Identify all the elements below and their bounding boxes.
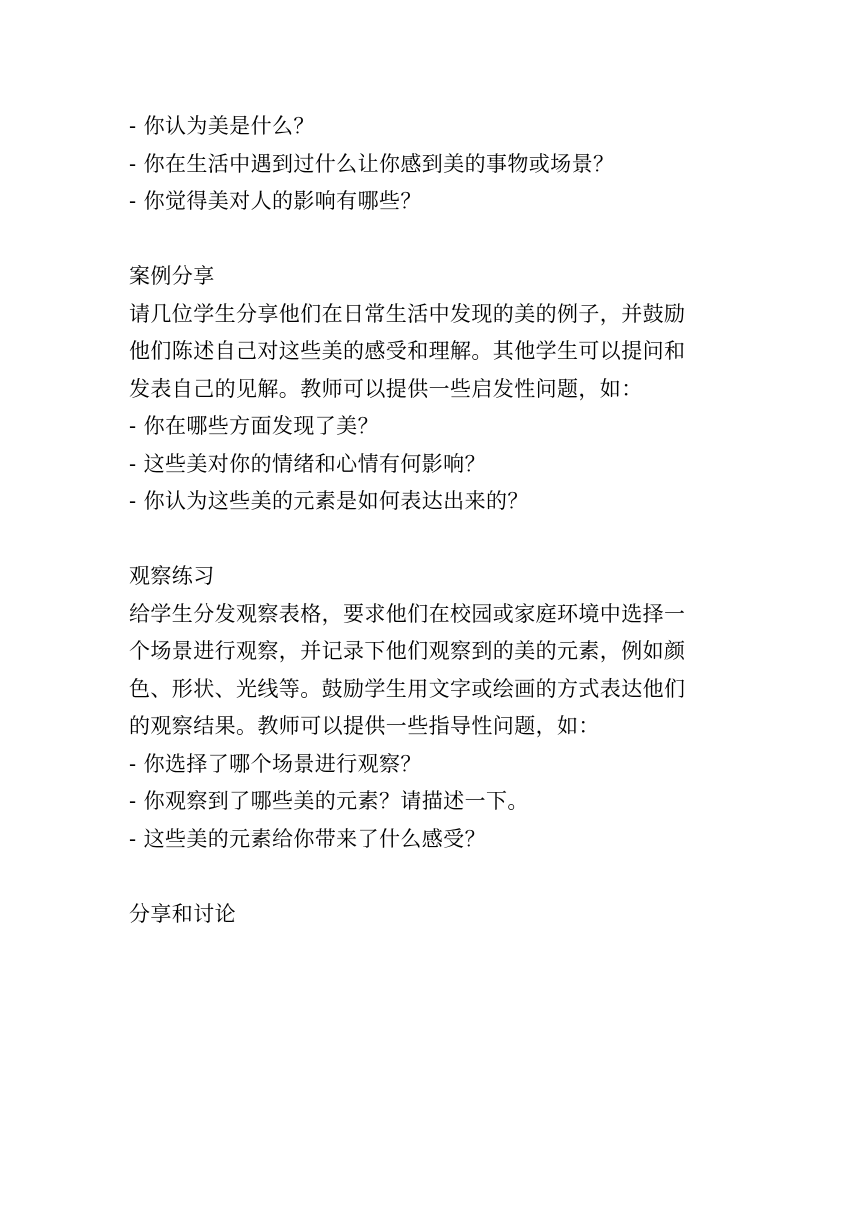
document-page — [129, 108, 739, 933]
intro-question-2: - 你在生活中遇到过什么让你感到美的事物或场景？ — [129, 151, 615, 176]
case-share-body-line-2: 他们陈述自己对这些美的感受和理解。其他学生可以提问和 — [129, 339, 686, 363]
case-share-question-2: - 这些美对你的情绪和心情有何影响？ — [129, 451, 486, 476]
section-gap — [129, 858, 739, 896]
observation-heading: 观察练习 — [129, 564, 215, 588]
observation-section — [129, 558, 739, 858]
case-share-body-line-3: 发表自己的见解。教师可以提供一些启发性问题，如： — [129, 376, 643, 401]
case-share-question-1: - 你在哪些方面发现了美？ — [129, 414, 379, 438]
intro-question-3: - 你觉得美对人的影响有哪些？ — [129, 189, 422, 213]
discussion-heading: 分享和讨论 — [129, 901, 236, 926]
observation-question-3: - 这些美的元素给你带来了什么感受？ — [129, 826, 486, 851]
intro-question-1: - 你认为美是什么？ — [129, 114, 315, 138]
section-gap — [129, 221, 739, 259]
observation-body-line-1: 给学生分发观察表格，要求他们在校园或家庭环境中选择一 — [129, 601, 686, 626]
case-share-section — [129, 258, 739, 521]
intro-question-list — [129, 108, 739, 221]
section-gap — [129, 521, 739, 559]
observation-body-line-2: 个场景进行观察，并记录下他们观察到的美的元素，例如颜 — [129, 639, 686, 663]
case-share-body-line-1: 请几位学生分享他们在日常生活中发现的美的例子，并鼓励 — [129, 301, 686, 326]
discussion-section — [129, 896, 739, 934]
observation-body-line-4: 的观察结果。教师可以提供一些指导性问题，如： — [129, 714, 600, 738]
case-share-question-3: - 你认为这些美的元素是如何表达出来的？ — [129, 489, 529, 513]
observation-body-line-3: 色、形状、光线等。鼓励学生用文字或绘画的方式表达他们 — [129, 676, 686, 701]
observation-question-1: - 你选择了哪个场景进行观察？ — [129, 751, 422, 776]
observation-question-2: - 你观察到了哪些美的元素？请描述一下。 — [129, 789, 529, 813]
case-share-heading: 案例分享 — [129, 264, 215, 288]
